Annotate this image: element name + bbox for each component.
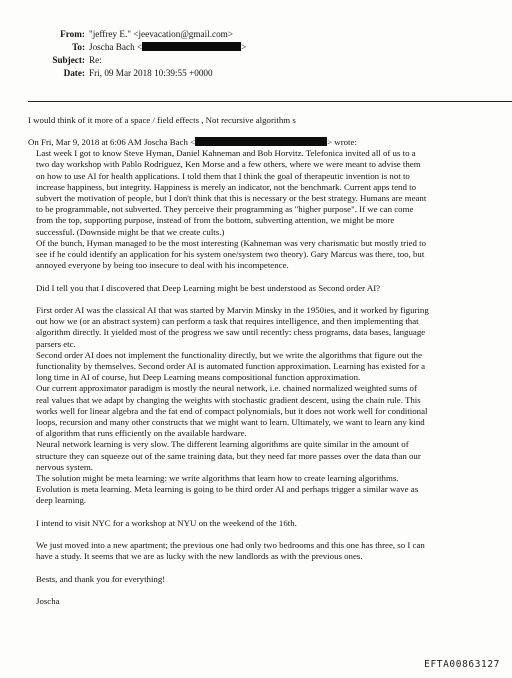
body-line: Evolution is meta learning. Meta learning is going to be third order AI and perhaps trigger a similar wave as — [36, 484, 419, 495]
body-line: real values that we adapt by changing the weights with stochastic gradient descent, using the chain rule. This — [36, 394, 421, 405]
email-header — [0, 28, 512, 80]
paragraph-gap — [36, 585, 429, 596]
redaction-bar — [142, 42, 241, 51]
to-row — [0, 41, 512, 54]
subject-value: Re: — [89, 55, 102, 65]
quote-attribution-prefix: On Fri, Mar 9, 2018 at 6:06 AM Joscha Bach < — [28, 137, 196, 147]
body-line: Last week I got to know Steve Hyman, Daniel Kahneman and Bob Horvitz. Telefonica invited all of us to a — [36, 148, 416, 159]
date-label: Date: — [63, 68, 85, 78]
date-row — [0, 67, 512, 80]
paragraph-gap — [36, 271, 429, 282]
header-divider — [28, 101, 512, 102]
body-line: parsers etc. — [36, 338, 76, 349]
paragraph-gap — [36, 507, 429, 518]
body-line: from the top, supporting purpose, instead of from the bottom, subverting attention, we might be more — [36, 215, 395, 226]
body-line: increase happiness, but integrity. Happiness is merely an indicator, not the benchmark. Current apps tend to — [36, 181, 416, 192]
body-line: on how to use AI for health applications. I told them that I think the goal of therapeutic invention is not to — [36, 170, 410, 181]
from-value: "jeffrey E." <jeevacation@gmail.com> — [89, 29, 234, 39]
body-line: Our current approximator paradigm is mostly the neural network, i.e. chained normalized weighted sums of — [36, 383, 417, 394]
paragraph-gap — [36, 529, 429, 540]
quote-attribution-suffix: > wrote: — [327, 137, 357, 147]
reply-text: I would think of it more of a space / field effects , Not recursive algorithm s — [28, 115, 296, 125]
paragraph-gap — [36, 563, 429, 574]
body-line: structure they can squeeze out of the same training data, but they need far more passes over the data than our — [36, 450, 421, 461]
from-label: From: — [60, 29, 85, 39]
to-value: Joscha Bach < — [89, 42, 143, 52]
to-label: To: — [72, 42, 85, 52]
from-row — [0, 28, 512, 41]
body-line: Second order AI does not implement the functionality directly, but we write the algorithms that figure out the — [36, 349, 422, 360]
redaction-bar — [195, 137, 327, 146]
body-line: nervous system. — [36, 461, 93, 472]
body-line: deep learning. — [36, 495, 87, 506]
bates-number: EFTA00863127 — [424, 659, 500, 670]
body-line: two day workshop with Pablo Rodriguez, Ken Morse and a few others, where we were meant to advise them — [36, 159, 421, 170]
body-line: see if he could identify an application for his system one/system two theory). Gary Marcus was there, too, but — [36, 249, 425, 260]
body-line: have a study. It seems that we are as lucky with the new landlords as with the previous ones. — [36, 551, 363, 562]
body-line: Neural network learning is very slow. The different learning algorithms are quite similar in the amount of — [36, 439, 409, 450]
body-line: The solution might be meta learning: we write algorithms that learn how to create learning algorithms. — [36, 473, 399, 484]
body-line: long time in AI of course, but Deep Learning means compositional function approximation. — [36, 372, 361, 383]
body-line: of algorithm that runs efficiently on the available hardware. — [36, 428, 247, 439]
quoted-message — [28, 137, 429, 607]
body-line: subvert the motivation of people, but I don't think that this is necessary or the best strategy. Humans are meant — [36, 193, 427, 204]
body-line: to be programmable, not subverted. They perceive their programming as "higher purpose". If we can come — [36, 204, 414, 215]
body-line: functionality by themselves. Second order AI is automated function approximation. Learning has existed for a — [36, 361, 426, 372]
body-line: I intend to visit NYC for a workshop at NYU on the weekend of the 16th. — [36, 517, 297, 528]
paragraph-gap — [36, 294, 429, 305]
subject-row — [0, 54, 512, 67]
date-value: Fri, 09 Mar 2018 10:39:55 +0000 — [89, 68, 213, 78]
body-line: loops, recursion and many other constructs that we might want to learn. Ultimately, we want to learn any kind — [36, 417, 425, 428]
body-line: out how we (or an abstract system) can perform a task that requires intelligence, and then implementing that — [36, 316, 419, 327]
quote-attribution — [28, 137, 429, 148]
subject-label: Subject: — [52, 55, 85, 65]
body-line: First order AI was the classical AI that was started by Marvin Minsky in the 1950ies, and it worked by figuring — [36, 305, 429, 316]
body-line: annoyed everyone by being too insecure to deal with his incompetence. — [36, 260, 289, 271]
body-line: works well for linear algebra and the fat end of compact polynomials, but it does not work well for conditional — [36, 405, 428, 416]
body-line: Did I tell you that I discovered that Deep Learning might be best understood as Second order AI? — [36, 282, 381, 293]
body-line: successful. (Downside might be that we create cults.) — [36, 226, 225, 237]
to-value-tail: > — [241, 42, 247, 52]
body-line: algorithm directly. It yielded most of the progress we saw until recently: chess programs, data bases, language — [36, 327, 426, 338]
body-line: We just moved into a new apartment; the previous one had only two bedrooms and this one has three, so I can — [36, 540, 425, 551]
body-line: Of the bunch, Hyman managed to be the most interesting (Kahneman was very charismatic but mostly tried to — [36, 237, 427, 248]
to-value-wrap — [89, 41, 246, 54]
body-line: Bests, and thank you for everything! — [36, 573, 166, 584]
quoted-body — [28, 148, 429, 607]
body-line: Joscha — [36, 596, 60, 607]
